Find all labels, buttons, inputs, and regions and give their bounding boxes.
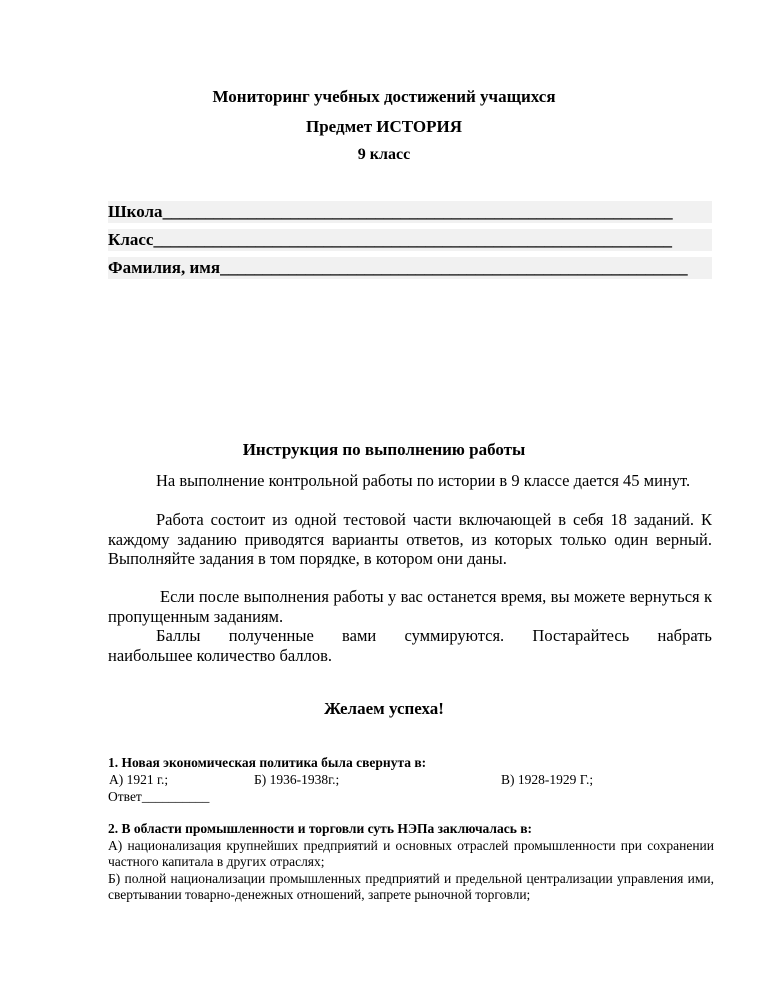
instructions-paragraph-2: Работа состоит из одной тестовой части включающей в себя 18 заданий. К каждому заданию приводятся варианты ответов, из которых только один верный. Выполняйте задания в том порядке, в котором они даны. (108, 510, 712, 568)
word: набрать (657, 626, 712, 645)
document-title: Мониторинг учебных достижений учащихся (212, 87, 556, 106)
grade-heading: 9 класс (357, 146, 411, 163)
paragraph-4-line-1 (108, 626, 712, 646)
question-1-option-c[interactable]: В) 1928-1929 Г.; (501, 771, 594, 787)
question-1-title: 1. Новая экономическая политика была свернута в: (108, 755, 427, 770)
school-label: Школа (108, 202, 163, 221)
class-label: Класс (108, 230, 154, 249)
name-label: Фамилия, имя (108, 258, 221, 277)
question-1-option-a[interactable]: А) 1921 г.; (109, 771, 169, 787)
school-field[interactable] (108, 201, 712, 223)
question-2-option-b[interactable]: Б) полной национализации промышленных предприятий и предельной централизации управления ими, свертывании товарно-денежных отношений, запрете рыночной торговли; (108, 870, 714, 902)
name-field[interactable] (108, 257, 712, 279)
word: полученные (228, 626, 314, 645)
instructions-paragraph-4 (108, 626, 712, 665)
school-underline: ____________________________________________________________ (162, 202, 673, 221)
question-1-option-b[interactable]: Б) 1936-1938г.; (254, 771, 340, 787)
good-luck-message: Желаем успеха! (324, 699, 444, 718)
question-2-title: 2. В области промышленности и торговли суть НЭПа заключалась в: (108, 821, 533, 836)
word: Баллы (156, 626, 201, 645)
paragraph-4-line-2: наибольшее количество баллов. (108, 645, 333, 665)
subject-heading: Предмет ИСТОРИЯ (305, 117, 463, 136)
class-underline: _____________________________________________________________ (153, 230, 672, 249)
question-2-option-a[interactable]: А) национализация крупнейших предприятий и основных отраслей промышленности при сохранении частного капитала в других отраслях; (108, 837, 714, 869)
name-underline: _______________________________________________________ (220, 258, 688, 277)
word: суммируются. (404, 626, 505, 645)
question-2 (108, 821, 714, 904)
class-field[interactable] (108, 229, 712, 251)
instructions-paragraph-3: Если после выполнения работы у вас останется время, вы можете вернуться к пропущенным заданиям. (108, 587, 712, 626)
question-1-options (108, 772, 714, 789)
word: Постарайтесь (532, 626, 630, 645)
question-1 (108, 755, 714, 805)
instructions-title: Инструкция по выполнению работы (242, 440, 526, 459)
word: вами (342, 626, 377, 645)
instructions-paragraph-1: На выполнение контрольной работы по истории в 9 классе дается 45 минут. (156, 471, 691, 490)
question-1-answer-field[interactable]: Ответ__________ (108, 788, 210, 804)
